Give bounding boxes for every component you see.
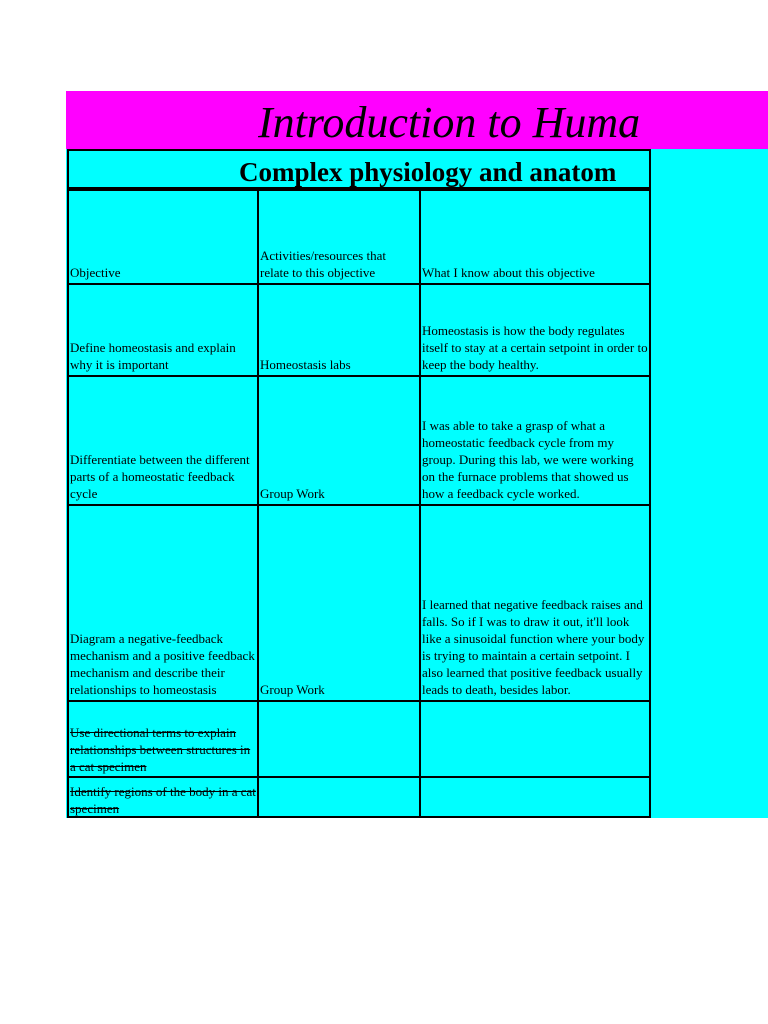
table-subtitle: Complex physiology and anatom: [239, 157, 617, 187]
row-1-objective-cell[interactable]: [67, 283, 259, 377]
row-4-knowledge-cell[interactable]: [419, 700, 651, 778]
row-1-objective: Define homeostasis and explain why it is important: [70, 340, 236, 372]
row-5-objective-cell[interactable]: [67, 776, 259, 818]
row-4-objective: Use directional terms to explain relationships between structures in a cat specimen: [70, 725, 251, 774]
header-objective-text: Objective: [70, 265, 121, 280]
subtitle-cell: [67, 149, 651, 189]
header-objective[interactable]: [67, 189, 259, 285]
row-1-activities-cell[interactable]: [257, 283, 421, 377]
row-3-objective-cell[interactable]: [67, 504, 259, 702]
header-knowledge[interactable]: [419, 189, 651, 285]
row-3-knowledge-cell[interactable]: [419, 504, 651, 702]
row-2-knowledge: I was able to take a grasp of what a homeostatic feedback cycle from my group. During this lab, we were working on the furnace problems that showed us how a feedback cycle worked.: [422, 418, 634, 501]
row-3-activities-cell[interactable]: [257, 504, 421, 702]
row-3-knowledge: I learned that negative feedback raises and falls. So if I was to draw it out, it'll look like a sinusoidal function where your body is trying to maintain a certain setpoint. I also learned that positive feedback usually leads to death, besides labor.: [422, 597, 645, 697]
row-2-activities: Group Work: [260, 486, 325, 501]
row-1-activities: Homeostasis labs: [260, 357, 351, 372]
row-1-knowledge-cell[interactable]: [419, 283, 651, 377]
header-knowledge-text: What I know about this objective: [422, 265, 595, 280]
row-4-activities-cell[interactable]: [257, 700, 421, 778]
row-5-objective: Identify regions of the body in a cat specimen: [70, 784, 256, 816]
row-2-activities-cell[interactable]: [257, 375, 421, 506]
page-title: Introduction to Huma: [258, 98, 641, 147]
title-banner: [66, 91, 768, 149]
header-activities-text: Activities/resources that relate to this objective: [260, 248, 386, 280]
row-4-objective-cell[interactable]: [67, 700, 259, 778]
row-5-knowledge-cell[interactable]: [419, 776, 651, 818]
row-3-activities: Group Work: [260, 682, 325, 697]
header-activities[interactable]: [257, 189, 421, 285]
row-2-objective: Differentiate between the different parts of a homeostatic feedback cycle: [70, 452, 250, 501]
row-3-objective: Diagram a negative-feedback mechanism and a positive feedback mechanism and describe their relationships to homeostasis: [70, 631, 255, 697]
row-2-knowledge-cell[interactable]: [419, 375, 651, 506]
row-5-activities-cell[interactable]: [257, 776, 421, 818]
row-2-objective-cell[interactable]: [67, 375, 259, 506]
row-1-knowledge: Homeostasis is how the body regulates itself to stay at a certain setpoint in order to keep the body healthy.: [422, 323, 648, 372]
